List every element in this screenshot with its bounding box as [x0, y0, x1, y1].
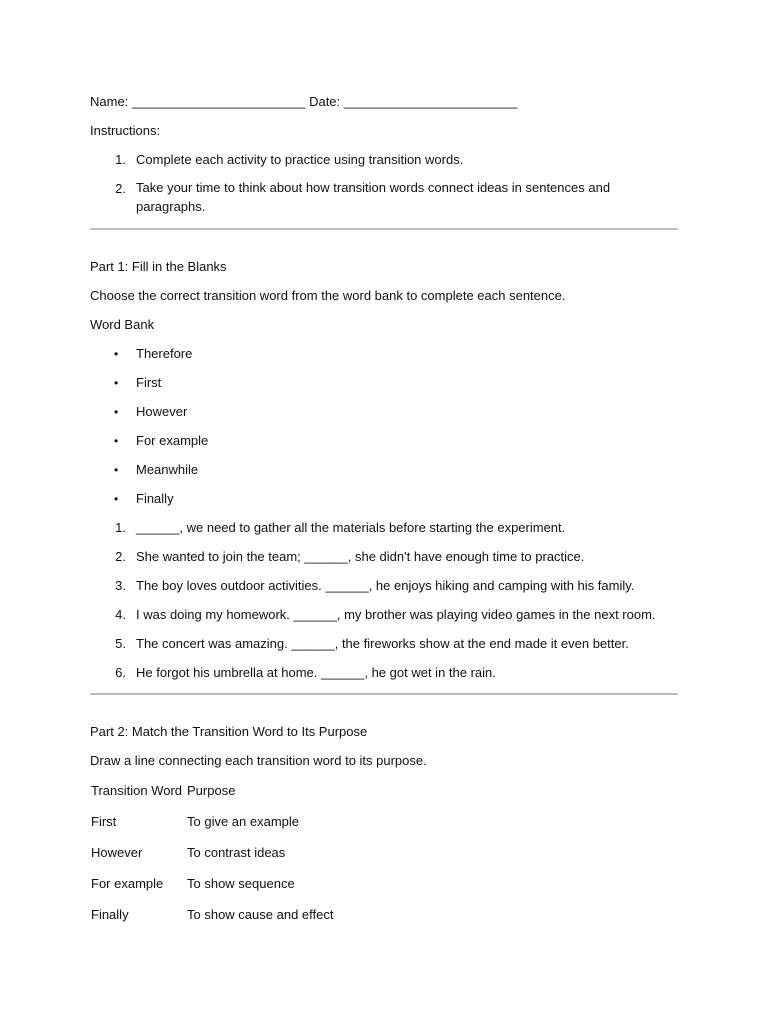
table-cell-word: Finally [91, 907, 129, 922]
part1-title: Part 1: Fill in the Blanks [90, 259, 227, 274]
table-cell-purpose: To give an example [187, 814, 300, 829]
sentence-number: 2. [115, 549, 126, 564]
bullet-symbol: • [114, 405, 119, 419]
instruction-number: 1. [115, 152, 126, 167]
section-divider [90, 693, 678, 695]
bullet-symbol: • [114, 376, 119, 390]
table-cell-word: First [91, 814, 117, 829]
table-cell-word: However [91, 845, 143, 860]
sentence-item: I was doing my homework. ______, my brother was playing video games in the next room. [136, 607, 656, 622]
sentence-item: The concert was amazing. ______, the fireworks show at the end made it even better. [136, 636, 629, 651]
sentence-item: ______, we need to gather all the materials before starting the experiment. [136, 520, 566, 535]
sentence-number: 5. [115, 636, 126, 651]
sentence-item: She wanted to join the team; ______, she didn't have enough time to practice. [136, 549, 585, 564]
instruction-item: Complete each activity to practice using transition words. [136, 152, 464, 167]
table-cell-word: For example [91, 876, 164, 891]
table-header-purpose: Purpose [187, 783, 236, 798]
bullet-symbol: • [114, 347, 119, 361]
table-cell-purpose: To contrast ideas [187, 845, 286, 860]
name-label: Name: [90, 94, 129, 109]
instructions-heading: Instructions: [90, 123, 161, 138]
word-bank-item: Therefore [136, 346, 193, 361]
instruction-number: 2. [115, 181, 126, 196]
name-date-line [90, 94, 517, 110]
name-blank: ________________________ [131, 94, 306, 109]
date-blank: ________________________ [343, 94, 518, 109]
word-bank-item: However [136, 404, 188, 419]
word-bank-item: For example [136, 433, 209, 448]
sentence-number: 1. [115, 520, 126, 535]
sentence-item: He forgot his umbrella at home. ______, he got wet in the rain. [136, 665, 496, 680]
sentence-number: 6. [115, 665, 126, 680]
table-header-transition-word: Transition Word [91, 783, 183, 798]
date-label: Date: [309, 94, 341, 109]
table-cell-purpose: To show cause and effect [187, 907, 334, 922]
sentence-number: 3. [115, 578, 126, 593]
sentence-item: The boy loves outdoor activities. ______, he enjoys hiking and camping with his family. [136, 578, 635, 593]
table-cell-purpose: To show sequence [187, 876, 295, 891]
word-bank-item: Finally [136, 491, 174, 506]
bullet-symbol: • [114, 434, 119, 448]
part2-directions: Draw a line connecting each transition word to its purpose. [90, 753, 427, 768]
section-divider [90, 228, 678, 230]
part2-title: Part 2: Match the Transition Word to Its Purpose [90, 724, 368, 739]
part1-directions: Choose the correct transition word from the word bank to complete each sentence. [90, 288, 566, 303]
sentence-number: 4. [115, 607, 126, 622]
bullet-symbol: • [114, 492, 119, 506]
instruction-item: Take your time to think about how transition words connect ideas in sentences and paragraphs. [136, 180, 611, 214]
bullet-symbol: • [114, 463, 119, 477]
word-bank-item: First [136, 375, 162, 390]
word-bank-label: Word Bank [90, 317, 155, 332]
word-bank-item: Meanwhile [136, 462, 199, 477]
